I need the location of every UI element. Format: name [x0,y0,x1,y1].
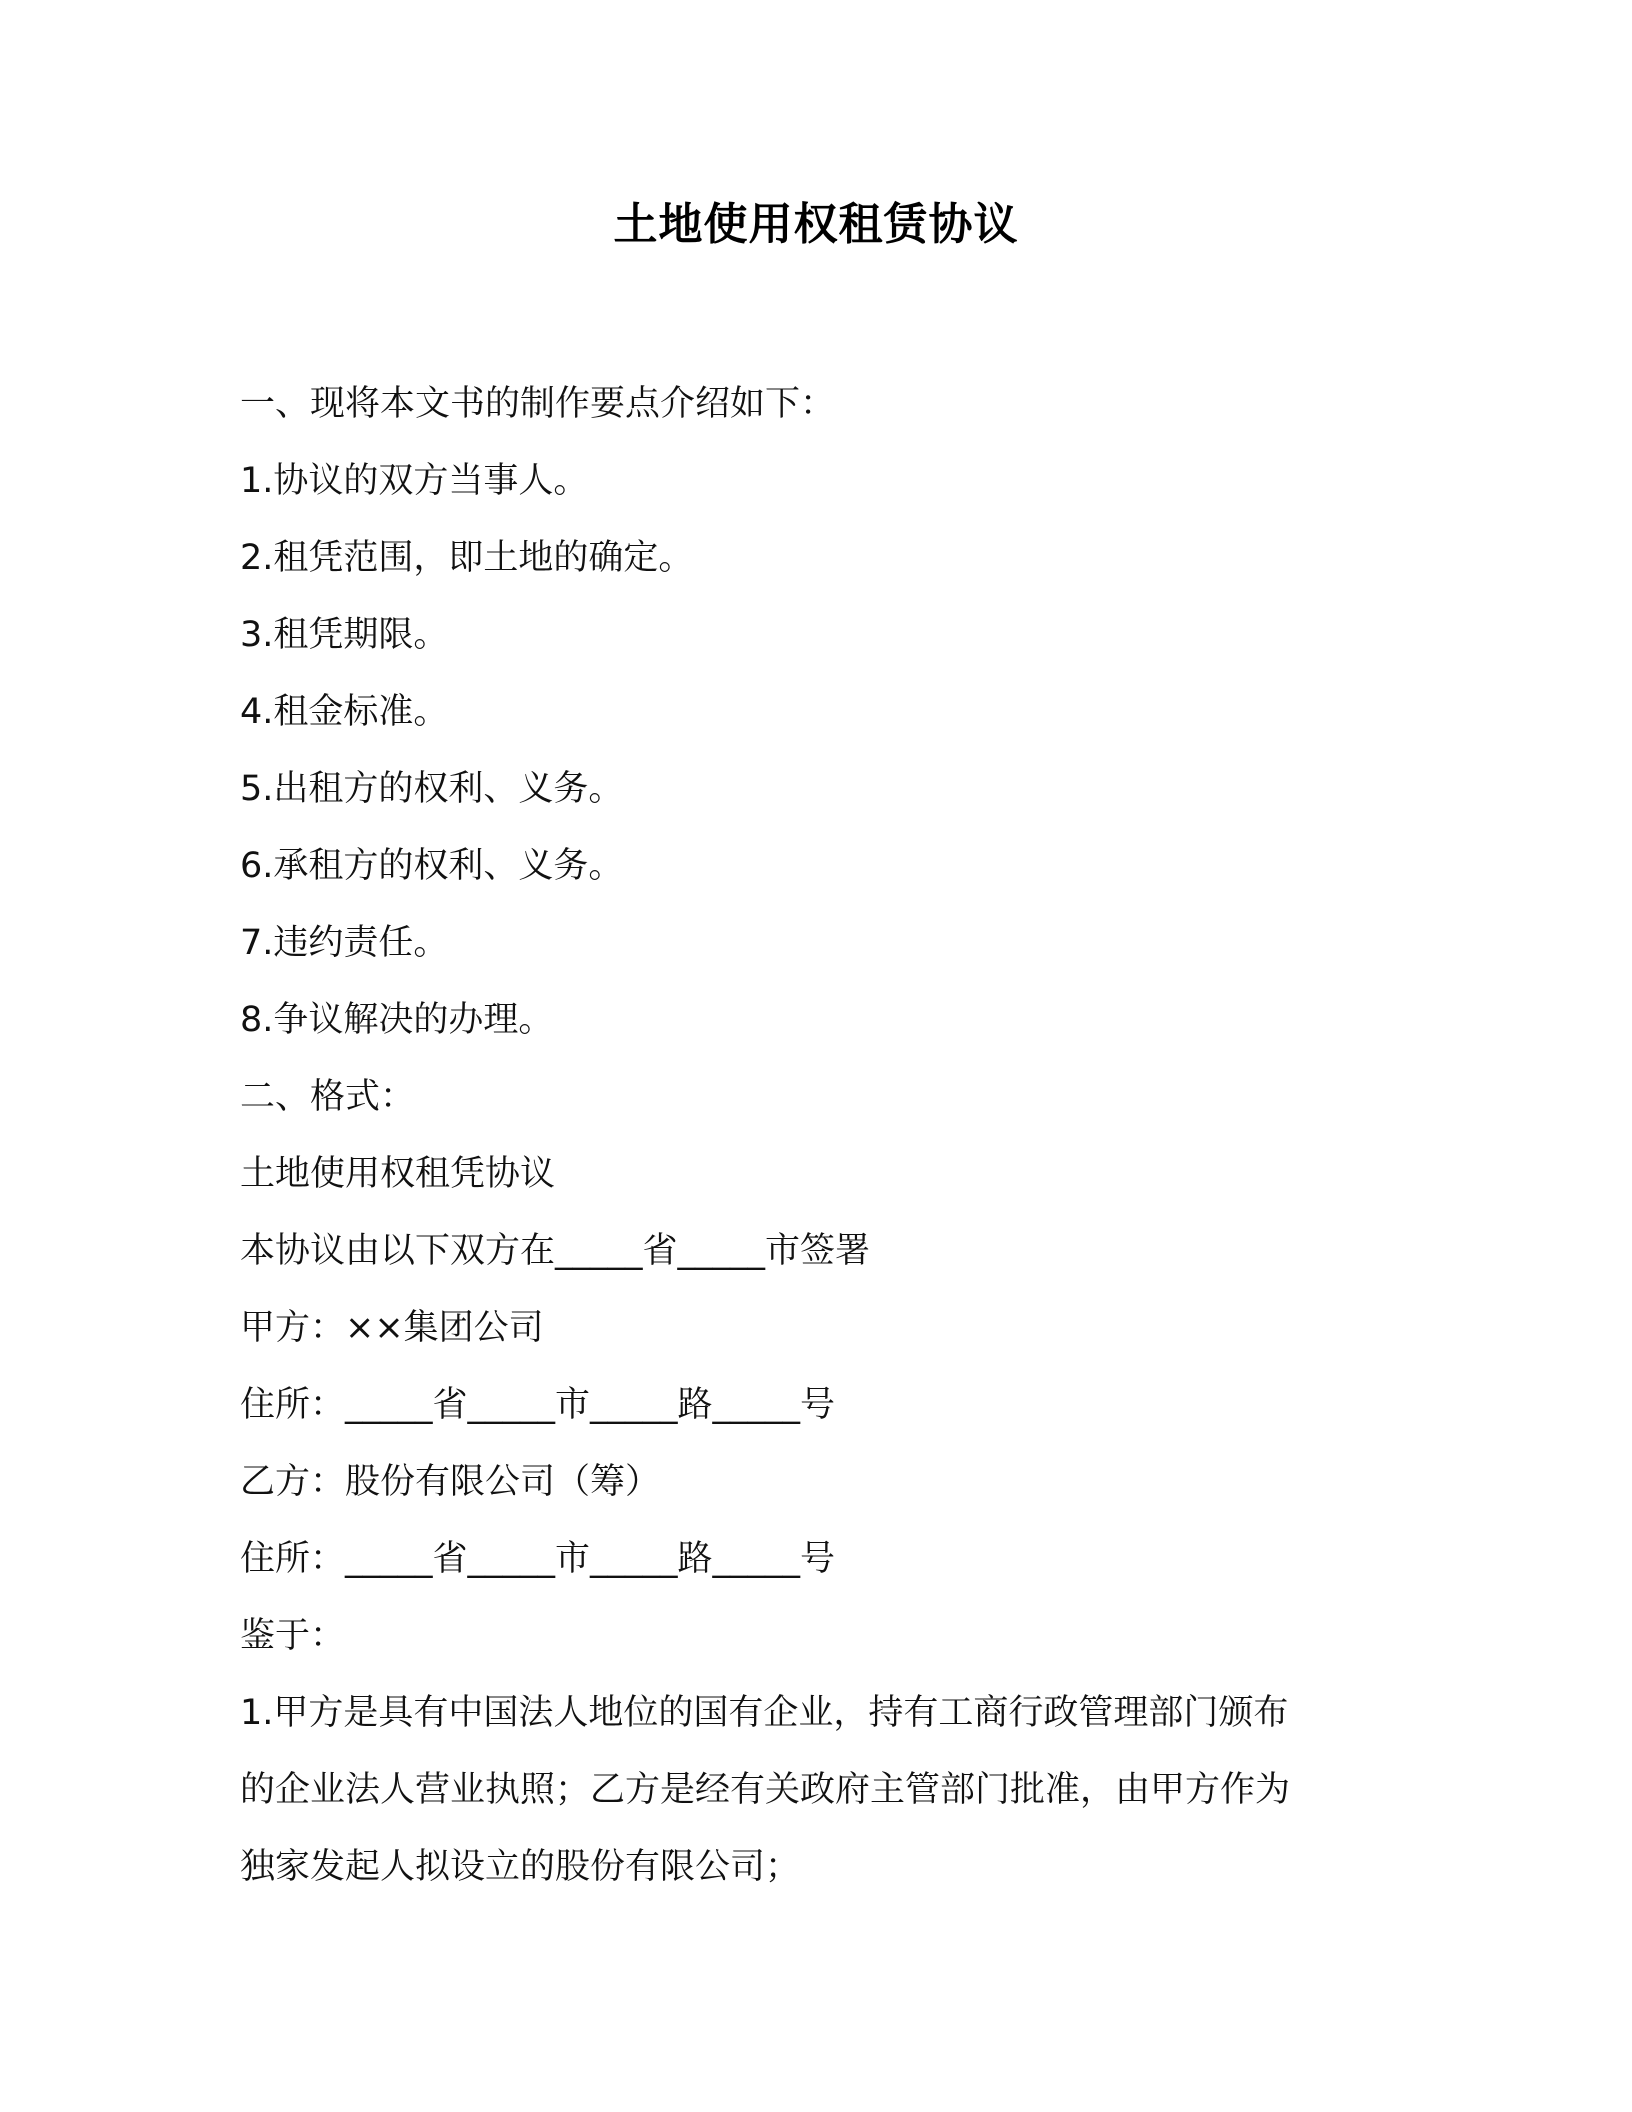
party-a: 甲方：××集团公司 [240,1308,544,1348]
party-b: 乙方：股份有限公司（筹） [240,1462,661,1502]
key-point-item: 6.承租方的权利、义务。 [240,846,624,886]
whereas-heading: 鉴于： [240,1616,346,1656]
key-point-item: 8.争议解决的办理。 [240,1000,554,1040]
agreement-name: 土地使用权租凭协议 [240,1154,556,1194]
key-point-item: 5.出租方的权利、义务。 [240,769,624,809]
section-heading-key-points: 一、现将本文书的制作要点介绍如下： [240,384,836,424]
whereas-clause-1 [240,1675,1370,1906]
key-point-item: 1.协议的双方当事人。 [240,461,589,501]
paragraph-line: 1.甲方是具有中国法人地位的国有企业，持有工商行政管理部门颁布 [240,1693,1289,1733]
signing-location: 本协议由以下双方在_____省_____市签署 [240,1231,871,1271]
paragraph-line: 的企业法人营业执照；乙方是经有关政府主管部门批准，由甲方作为 [240,1770,1291,1810]
party-a-address: 住所：_____省_____市_____路_____号 [240,1385,836,1425]
key-point-item: 7.违约责任。 [240,923,449,963]
party-b-address: 住所：_____省_____市_____路_____号 [240,1539,836,1579]
key-point-item: 4.租金标准。 [240,692,449,732]
key-point-item: 2.租凭范围，即土地的确定。 [240,538,694,578]
document-body [240,366,1370,1906]
key-point-item: 3.租凭期限。 [240,615,449,655]
paragraph-line: 独家发起人拟设立的股份有限公司； [240,1847,801,1887]
document-title: 土地使用权租赁协议 [613,199,1019,250]
section-heading-format: 二、格式： [240,1077,416,1117]
